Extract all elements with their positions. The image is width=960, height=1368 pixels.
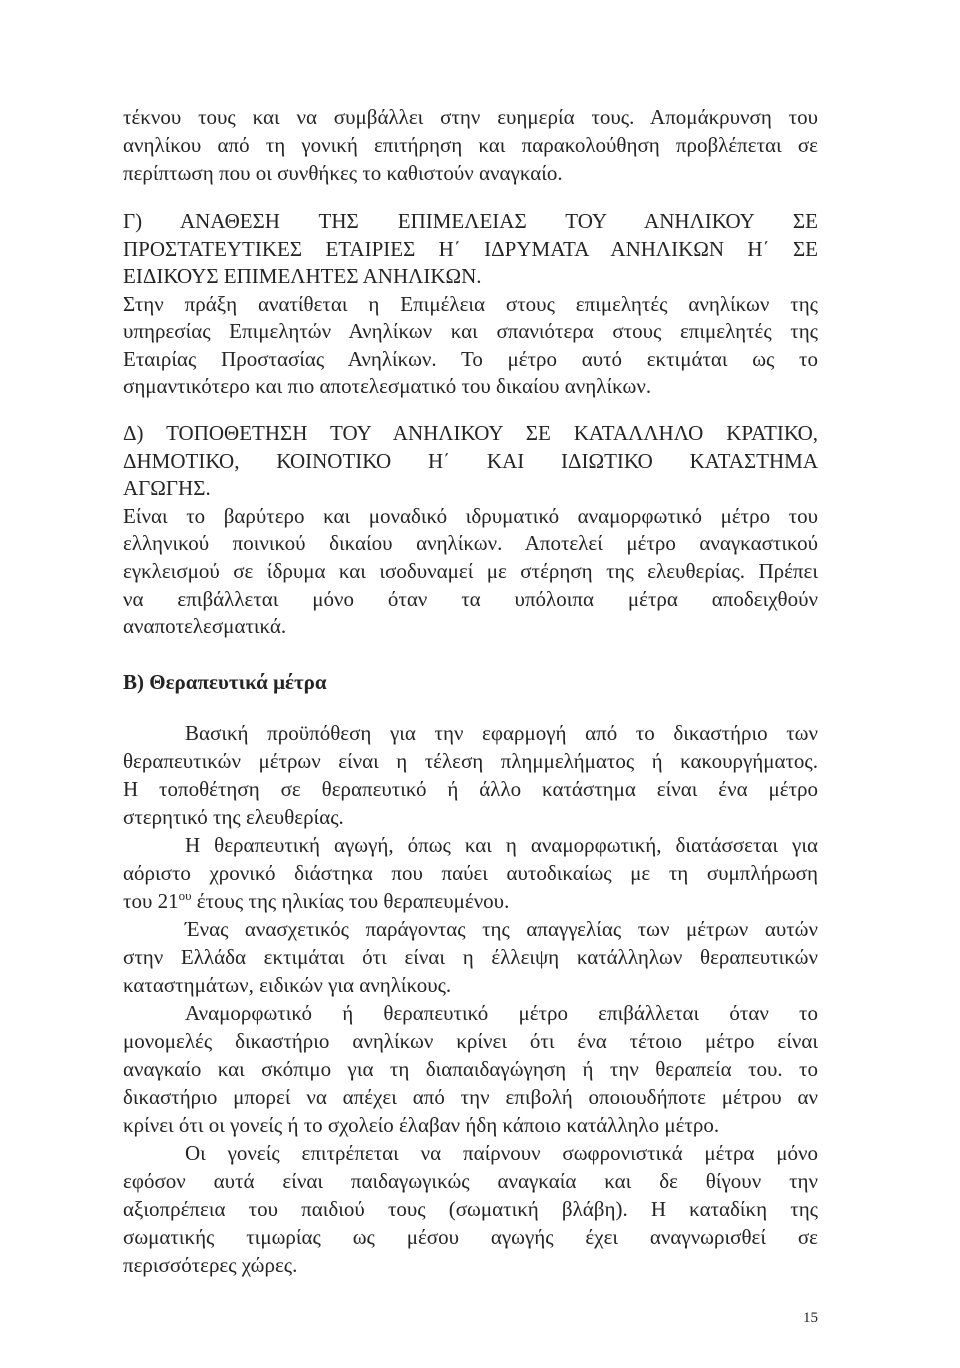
section-title: Β) Θεραπευτικά μέτρα	[123, 670, 327, 694]
heading-line: Γ) ΑΝΑΘΕΣΗ ΤΗΣ ΕΠΙΜΕΛΕΙΑΣ ΤΟΥ ΑΝΗΛΙΚΟΥ ΣΕ	[123, 209, 818, 233]
heading-line: ΠΡΟΣΤΑΤΕΥΤΙΚΕΣ ΕΤΑΙΡΙΕΣ Η΄ ΙΔΡΥΜΑΤΑ ΑΝΗΛΙΚΩΝ Η΄ ΣΕ	[123, 236, 818, 261]
text-line: ανηλίκου από τη γονική επιτήρηση και παρακολούθηση προβλέπεται σε	[123, 133, 818, 157]
text-line: κρίνει ότι οι γονείς ή το σχολείο έλαβαν ήδη κάποιο κατάλληλο μέτρο.	[123, 1113, 720, 1137]
intro-paragraph	[123, 103, 818, 187]
text-line: υπηρεσίας Επιμελητών Ανηλίκων και σπανιότερα στους επιμελητές της	[123, 319, 818, 343]
text-line: Η τοποθέτηση σε θεραπευτικό ή άλλο κατάστημα είναι ένα μέτρο	[123, 777, 818, 801]
text-segment: έτους της ηλικίας του θεραπευμένου.	[191, 889, 510, 913]
text-line: εφόσον αυτά είναι παιδαγωγικώς αναγκαία και δε θίγουν την	[123, 1169, 818, 1193]
paragraph	[123, 719, 818, 831]
text-line: δικαστήριο μπορεί να απέχει από την επιβολή οποιουδήποτε μέτρου αν	[123, 1085, 818, 1109]
section-b-heading	[123, 668, 818, 696]
text-line: να επιβάλλεται μόνο όταν τα υπόλοιπα μέτρα αποδειχθούν	[123, 586, 818, 611]
text-line: σωματικής τιμωρίας ως μέσου αγωγής έχει αναγνωρισθεί σε	[123, 1225, 818, 1249]
text-line: σημαντικότερο και πιο αποτελεσματικό του δικαίου ανηλίκων.	[123, 374, 652, 398]
ordinal-superscript: ου	[178, 888, 192, 903]
text-line: Οι γονείς επιτρέπεται να παίρνουν σωφρονιστικά μέτρα μόνο	[185, 1141, 818, 1165]
heading-line: ΑΓΩΓΗΣ.	[123, 476, 211, 501]
text-line: αόριστο χρονικό διάστηκα που παύει αυτοδικαίως με τη συμπλήρωση	[123, 861, 818, 885]
paragraph	[123, 831, 818, 915]
text-line: Είναι το βαρύτερο και μοναδικό ιδρυματικό αναμορφωτικό μέτρο του	[123, 503, 818, 528]
text-line: τέκνου τους και να συμβάλλει στην ευημερία τους. Απομάκρυνση του	[123, 105, 818, 129]
text-line: Εταιρίας Προστασίας Ανηλίκων. Το μέτρο αυτό εκτιμάται ως το	[123, 346, 818, 371]
text-line: περίπτωση που οι συνθήκες το καθιστούν αναγκαίο.	[123, 161, 563, 185]
text-line: Η θεραπευτική αγωγή, όπως και η αναμορφωτική, διατάσσεται για	[185, 833, 818, 857]
section-d	[123, 420, 818, 641]
section-heading	[123, 208, 818, 291]
section-b-body	[123, 719, 818, 1279]
section-g	[123, 208, 818, 401]
heading-line: Δ) ΤΟΠΟΘΕΤΗΣΗ ΤΟΥ ΑΝΗΛΙΚΟΥ ΣΕ ΚΑΤΑΛΛΗΛΟ ΚΡΑΤΙΚΟ,	[123, 421, 818, 445]
text-line: στερητικό της ελευθερίας.	[123, 805, 344, 829]
text-segment: του 21	[123, 889, 179, 913]
text-line: καταστημάτων, ειδικών για ανηλίκους.	[123, 973, 452, 997]
text-line: αναγκαίο και σκόπιμο για τη διαπαιδαγώγηση ή την θεραπεία του. το	[123, 1057, 818, 1081]
text-line: περισσότερες χώρες.	[123, 1253, 298, 1277]
text-line: μονομελές δικαστήριο ανηλίκων κρίνει ότι ένα τέτοιο μέτρο είναι	[123, 1029, 818, 1053]
section-heading	[123, 420, 818, 503]
text-line: Στην πράξη ανατίθεται η Επιμέλεια στους επιμελητές ανηλίκων της	[123, 291, 818, 316]
text-line: Βασική προϋπόθεση για την εφαρμογή από το δικαστήριο των	[185, 721, 818, 745]
text-line: εγκλεισμού σε ίδρυμα και ισοδυναμεί με στέρηση της ελευθερίας. Πρέπει	[123, 558, 818, 583]
text-line: ελληνικού ποινικού δικαίου ανηλίκων. Αποτελεί μέτρο αναγκαστικού	[123, 531, 818, 556]
heading-line: ΔΗΜΟΤΙΚΟ, ΚΟΙΝΟΤΙΚΟ Η΄ ΚΑΙ ΙΔΙΩΤΙΚΟ ΚΑΤΑΣΤΗΜΑ	[123, 448, 818, 473]
paragraph	[123, 915, 818, 999]
paragraph	[123, 1139, 818, 1279]
text-line: αξιοπρέπεια του παιδιού τους (σωματική βλάβη). Η καταδίκη της	[123, 1197, 818, 1221]
text-line: θεραπευτικών μέτρων είναι η τέλεση πλημμελήματος ή κακουργήματος.	[123, 749, 818, 773]
paragraph	[123, 999, 818, 1139]
text-line-with-superscript	[123, 887, 818, 915]
text-line: αναποτελεσματικά.	[123, 614, 287, 639]
text-line: Ένας ανασχετικός παράγοντας της απαγγελίας των μέτρων αυτών	[185, 917, 818, 941]
text-line: στην Ελλάδα εκτιμάται ότι είναι η έλλειψη κατάλληλων θεραπευτικών	[123, 945, 818, 969]
text-line: Αναμορφωτικό ή θεραπευτικό μέτρο επιβάλλεται όταν το	[185, 1001, 818, 1025]
heading-line: ΕΙΔΙΚΟΥΣ ΕΠΙΜΕΛΗΤΕΣ ΑΝΗΛΙΚΩΝ.	[123, 264, 482, 288]
page-number: 15	[803, 1310, 818, 1326]
section-paragraph	[123, 503, 818, 641]
section-paragraph	[123, 291, 818, 401]
